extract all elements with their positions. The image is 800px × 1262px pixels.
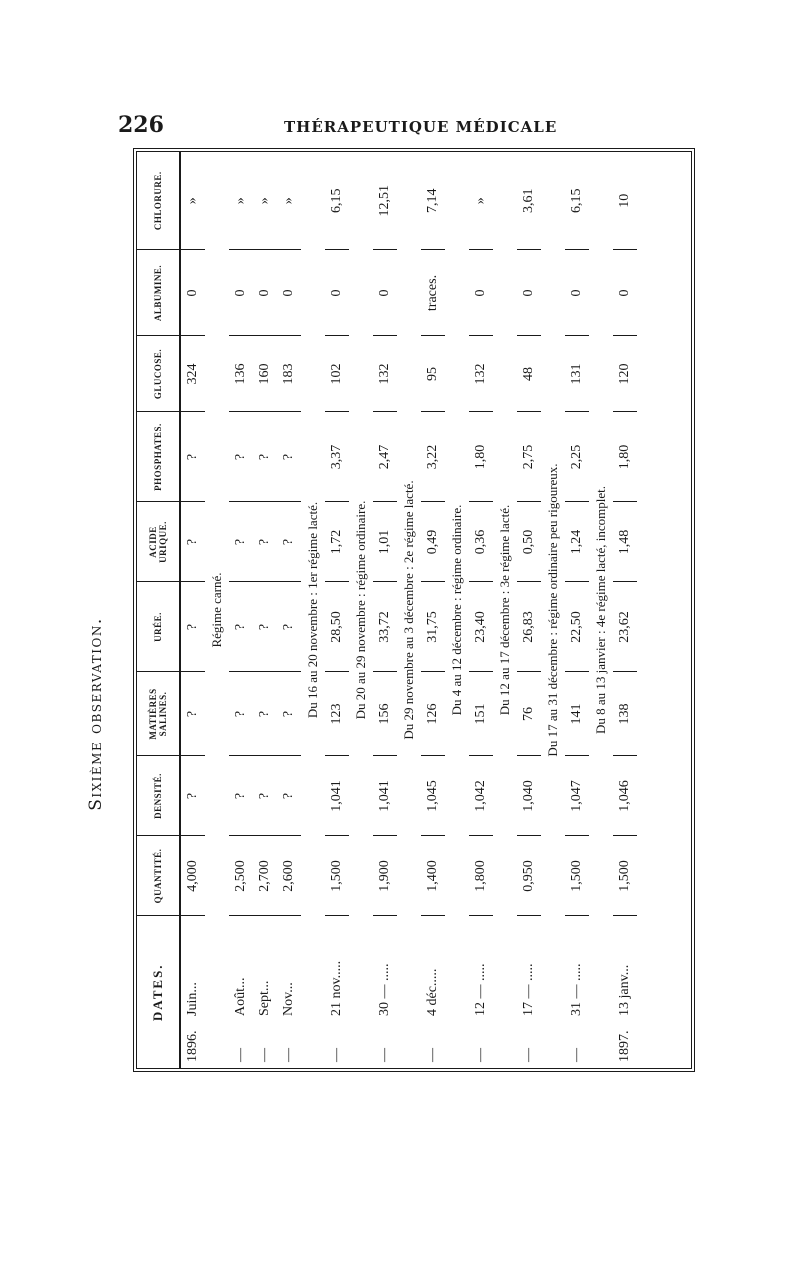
regime-note-row [205, 152, 229, 1068]
table-cell: 10 [617, 193, 632, 208]
date-label: 21 nov..... [329, 960, 344, 1016]
table-cell: 138 [613, 672, 637, 756]
column-header: GLUCOSE. [137, 336, 180, 412]
table-cell: 3,37 [325, 412, 349, 502]
table-cell: 1,041 [373, 756, 397, 836]
table-cell: 2,25 [565, 412, 589, 502]
table-cell: 1,24 [565, 502, 589, 582]
table-cell: 0 [229, 250, 253, 336]
observation-table-rotated [137, 152, 691, 1068]
table-cell: 120 [613, 336, 637, 412]
year-label: — [377, 1048, 392, 1062]
table-cell: ? [229, 502, 253, 582]
table-cell: 6,15 [569, 188, 584, 213]
table-cell: 0 [565, 250, 589, 336]
table-cell: 141 [565, 672, 589, 756]
regime-note-row [301, 152, 325, 1068]
table-cell: 102 [325, 336, 349, 412]
table-cell: 136 [229, 336, 253, 412]
table-cell: ? [277, 756, 301, 836]
table-cell: 12,51 [377, 185, 392, 217]
regime-note: Du 12 au 17 décembre : 3e régime lacté. [497, 504, 512, 716]
table-cell: 156 [373, 672, 397, 756]
table-cell: 0 [517, 250, 541, 336]
table-cell: 2,700 [253, 836, 277, 916]
table-cell: 1,040 [517, 756, 541, 836]
table-cell: 2,75 [517, 412, 541, 502]
year-label: — [257, 1048, 272, 1062]
table-cell: ? [253, 672, 277, 756]
table-cell: 132 [469, 336, 493, 412]
date-label: 13 janv... [617, 964, 632, 1016]
table-cell: 0 [277, 250, 301, 336]
table-cell: 160 [253, 336, 277, 412]
table-cell: ? [229, 672, 253, 756]
table-cell: 33,72 [373, 582, 397, 672]
regime-note: Du 20 au 29 novembre : régime ordinaire. [353, 500, 368, 720]
regime-note-row [493, 152, 517, 1068]
table-cell: 132 [373, 336, 397, 412]
column-header: URÉE. [137, 582, 180, 672]
table-cell: ? [277, 672, 301, 756]
year-label: 1896. [185, 1030, 200, 1062]
date-label: 4 déc..... [425, 968, 440, 1016]
table-cell: 7,14 [425, 188, 440, 213]
year-label: — [233, 1048, 248, 1062]
table-cell: 0,49 [421, 502, 445, 582]
table-cell: 1,041 [325, 756, 349, 836]
table-row [277, 152, 301, 1068]
table-cell: ? [277, 502, 301, 582]
column-header: MATIÈRES SALINES. [137, 672, 180, 756]
table-cell: ? [180, 756, 205, 836]
date-cell [277, 916, 301, 1068]
table-cell: 1,48 [613, 502, 637, 582]
table-cell: 183 [277, 336, 301, 412]
date-cell [613, 916, 637, 1068]
table-cell: 1,046 [613, 756, 637, 836]
table-row [373, 152, 397, 1068]
table-cell: 23,62 [613, 582, 637, 672]
table-cell: 1,042 [469, 756, 493, 836]
column-header: PHOSPHATES. [137, 412, 180, 502]
header-row [137, 152, 180, 1068]
table-row [517, 152, 541, 1068]
running-head: THÉRAPEUTIQUE MÉDICALE [284, 118, 558, 136]
column-header: CHLORURE. [137, 152, 180, 250]
table-cell: 76 [517, 672, 541, 756]
table-cell: 1,045 [421, 756, 445, 836]
table-cell: ? [277, 582, 301, 672]
date-cell [565, 916, 589, 1068]
table-cell: » [281, 197, 296, 205]
year-label: — [329, 1048, 344, 1062]
table-cell: 3,22 [421, 412, 445, 502]
table-cell: 0 [325, 250, 349, 336]
table-row [469, 152, 493, 1068]
observation-table [137, 152, 637, 1068]
table-cell: ? [180, 582, 205, 672]
column-header: ALBUMINE. [137, 250, 180, 336]
table-cell: traces. [421, 250, 445, 336]
date-cell [373, 916, 397, 1068]
table-cell: 23,40 [469, 582, 493, 672]
regime-note: Du 16 au 20 novembre : 1er régime lacté. [305, 501, 320, 719]
table-cell: 1,01 [373, 502, 397, 582]
table-cell: 28,50 [325, 582, 349, 672]
table-cell: 0 [469, 250, 493, 336]
table-cell: » [473, 197, 488, 205]
table-cell: 95 [421, 336, 445, 412]
table-cell: 324 [180, 336, 205, 412]
date-label: Sept... [257, 980, 272, 1016]
table-row [180, 152, 205, 1068]
year-label: 1897. [617, 1030, 632, 1062]
table-row [229, 152, 253, 1068]
table-cell: 0,36 [469, 502, 493, 582]
table-cell: ? [180, 502, 205, 582]
table-cell: 3,61 [521, 188, 536, 213]
regime-note-row [349, 152, 373, 1068]
page-number: 226 [118, 112, 164, 138]
table-cell: ? [229, 756, 253, 836]
section-title: Sixième observation. [86, 617, 106, 811]
year-label: — [281, 1048, 296, 1062]
table-cell: 0 [253, 250, 277, 336]
table-cell: 2,600 [277, 836, 301, 916]
table-cell: ? [253, 756, 277, 836]
table-cell: 2,500 [229, 836, 253, 916]
column-header: DENSITÉ. [137, 756, 180, 836]
regime-note: Du 8 au 13 janvier : 4e régime lacté, incomplet. [593, 486, 608, 734]
table-cell: 131 [565, 336, 589, 412]
table-cell: 48 [517, 336, 541, 412]
table-cell: 1,500 [613, 836, 637, 916]
column-header: QUANTITÉ. [137, 836, 180, 916]
table-cell: » [185, 197, 200, 205]
date-label: Nov... [281, 982, 296, 1016]
table-cell: 0 [180, 250, 205, 336]
date-cell [253, 916, 277, 1068]
table-cell: 1,80 [613, 412, 637, 502]
table-cell: ? [229, 412, 253, 502]
column-header: DATES. [137, 916, 180, 1068]
table-cell: 151 [469, 672, 493, 756]
date-label: Juin... [185, 982, 200, 1016]
table-row [253, 152, 277, 1068]
regime-note: Régime carné. [209, 572, 224, 648]
table-body [180, 152, 637, 1068]
column-header: ACIDE URIQUE. [137, 502, 180, 582]
table-cell: 22,50 [565, 582, 589, 672]
regime-note: Du 4 au 12 décembre : régime ordinaire. [449, 504, 464, 716]
date-cell [325, 916, 349, 1068]
table-cell: ? [253, 412, 277, 502]
year-label: — [473, 1048, 488, 1062]
date-label: 31 — ..... [569, 963, 584, 1016]
date-cell [517, 916, 541, 1068]
table-cell: 1,400 [421, 836, 445, 916]
table-cell: 4,000 [180, 836, 205, 916]
table-cell: 0 [613, 250, 637, 336]
date-cell [229, 916, 253, 1068]
regime-note-row [541, 152, 565, 1068]
observation-table-frame [133, 148, 695, 1072]
table-cell: » [257, 197, 272, 205]
date-label: 30 — ..... [377, 963, 392, 1016]
date-label: Août... [233, 977, 248, 1016]
table-row [613, 152, 637, 1068]
table-cell: 1,900 [373, 836, 397, 916]
table-cell: 31,75 [421, 582, 445, 672]
table-cell: ? [180, 412, 205, 502]
table-row [421, 152, 445, 1068]
regime-note: Du 29 novembre au 3 décembre : 2e régime lacté. [401, 480, 416, 740]
regime-note: Du 17 au 31 décembre : régime ordinaire peu rigoureux. [545, 463, 560, 757]
date-label: 17 — ..... [521, 963, 536, 1016]
table-cell: 2,47 [373, 412, 397, 502]
regime-note-row [589, 152, 613, 1068]
table-cell: 1,72 [325, 502, 349, 582]
date-cell [469, 916, 493, 1068]
date-cell [180, 916, 205, 1068]
table-cell: 1,500 [565, 836, 589, 916]
table-cell: 6,15 [329, 188, 344, 213]
table-cell: 126 [421, 672, 445, 756]
year-label: — [521, 1048, 536, 1062]
table-cell: ? [180, 672, 205, 756]
table-cell: 0,950 [517, 836, 541, 916]
table-cell: 1,80 [469, 412, 493, 502]
regime-note-row [445, 152, 469, 1068]
date-label: 12 — ..... [473, 963, 488, 1016]
table-cell: 1,047 [565, 756, 589, 836]
date-cell [421, 916, 445, 1068]
table-cell: ? [229, 582, 253, 672]
table-cell: 26,83 [517, 582, 541, 672]
table-cell: ? [253, 582, 277, 672]
table-cell: 1,500 [325, 836, 349, 916]
table-row [565, 152, 589, 1068]
table-cell: ? [277, 412, 301, 502]
year-label: — [569, 1048, 584, 1062]
table-row [325, 152, 349, 1068]
regime-note-row [397, 152, 421, 1068]
table-cell: 1,800 [469, 836, 493, 916]
table-cell: » [233, 197, 248, 205]
year-label: — [425, 1048, 440, 1062]
table-cell: 123 [325, 672, 349, 756]
table-cell: ? [253, 502, 277, 582]
table-cell: 0 [373, 250, 397, 336]
table-cell: 0,50 [517, 502, 541, 582]
